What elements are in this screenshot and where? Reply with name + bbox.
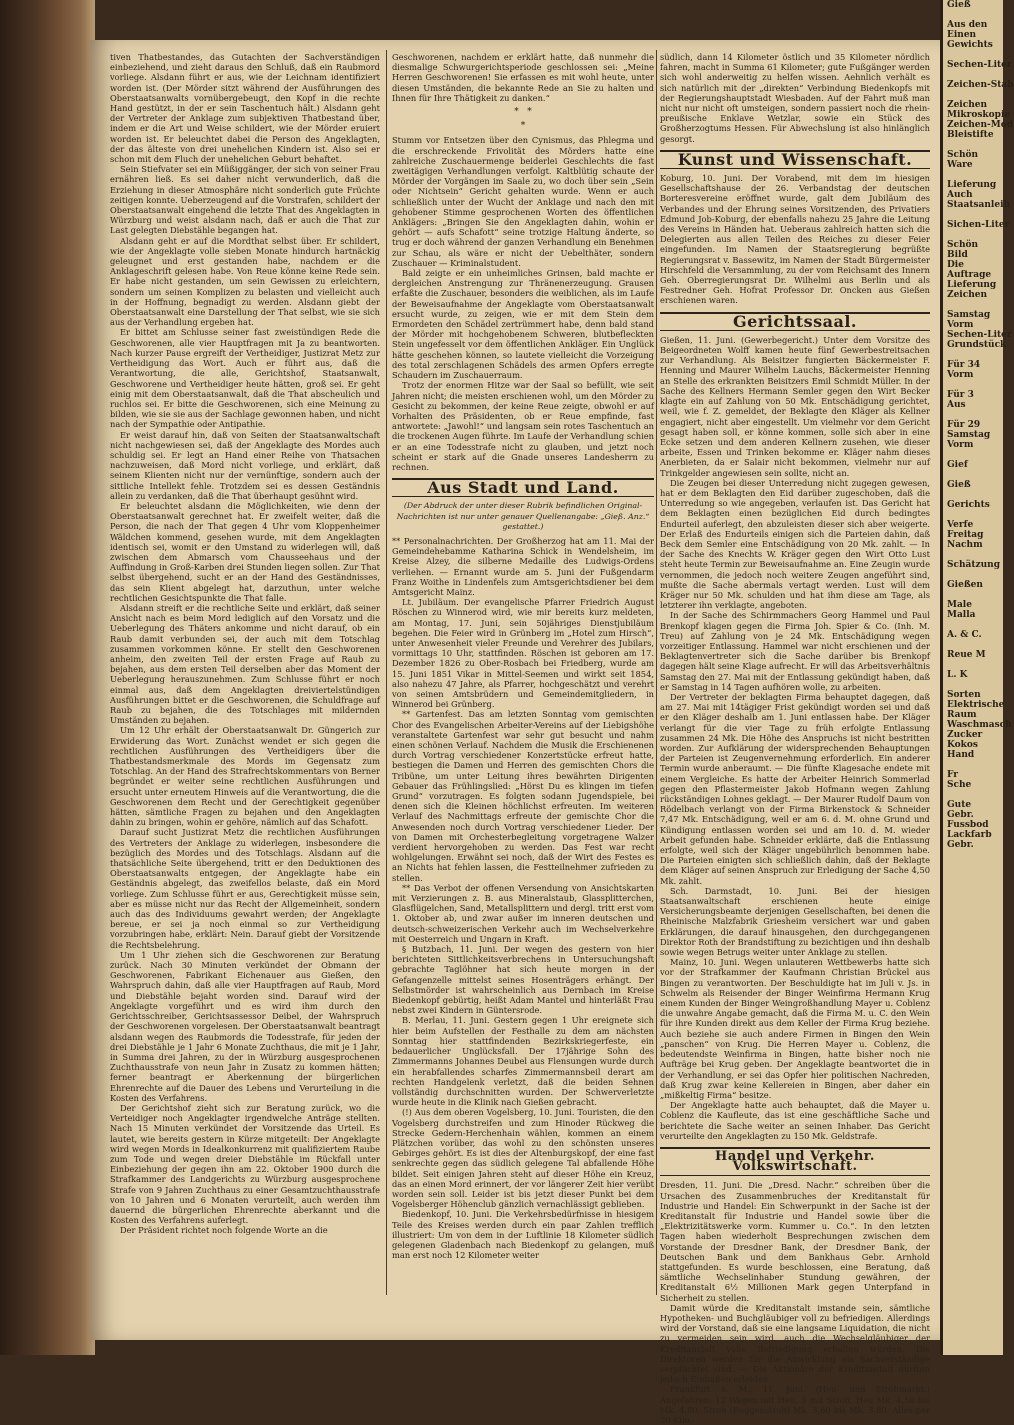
adjacent-page-text [943, 790, 1003, 800]
article-paragraph: Die Zeugen bei dieser Unterredung nicht zugegen gewesen, hat er dem Beklagten den Eid darüber zugeschoben, daß die Unterredung so wie angegeben, verlaufen ist. Das Gericht hat dem Beklagten einen bezüglichen Eid durch bedingtes Endurteil auferlegt, den abzuleisten dieser sich aber weigerte. Der Erlaß des Endurteils einigen sich die Parteien dahin, daß Beck dem Semler eine Entschädigung von 20 Mk. zahlt. — In der Sache des Knechts W. Kräger gegen den Wirt Otto Lust steht heute Termin zur Beweisaufnahme an. Eine Zeugin wurde vernommen, die jedoch noch weitere Zeugen angeführt sind, mußte die Sache abermals vertagt werden. Lust will dem Kräger nur 50 Mk. schulden und hat ihm diese am Tage, als letzterer ihn verklagte, angeboten. [660, 477, 930, 611]
adjacent-page-text [943, 490, 1003, 500]
adjacent-page-text: Gießen [947, 580, 983, 590]
adjacent-page-text: Verfe [947, 520, 974, 530]
adjacent-page-text [943, 660, 1003, 670]
article-paragraph: Sein Stiefvater sei ein Müßiggänger, der sich von seiner Frau ernähren ließ. Es sei daher nicht verwunderlich, daß die Erziehung in dieser Atmosphäre nicht sonderlich gute Früchte zeitigen konnte. Ueberzeugend auf die Vorstrafen, schildert der Oberstaatsanwalt eingehend die letzte That des Angeklagten in Würzburg und weist alsdann nach, daß er auch die That zur Last gelegten Diebstähle begangen hat. [110, 164, 380, 236]
adjacent-page-text: A. & C. [947, 630, 982, 640]
article-paragraph: tiven Thatbestandes, das Gutachten der Sachverständigen einbeziehend, und zieht daraus den Schluß, daß ein Raubmord vorliege. Alsdann führt er aus, wie der Leichnam identifiziert worden ist. (Der Mörder sitzt während der Ausführungen des Oberstaatsanwalts vornübergebeugt, den Kopf in die rechte Hand gestützt, in der er sein Taschentuch hält.) Alsdann geht der Vertreter der Anklage zum subjektiven Thatbestand über, indem er die Art und Weise schildert, wie der Mörder eruiert worden ist. Er beleuchtet dabei die Person des Angeklagten, der das älteste von drei unehelichen Kindern ist. Also sei er schon mit dem Fluch der unehelichen Geburt behaftet. [110, 52, 380, 165]
adjacent-page-text: Sichen-Liter [947, 220, 1010, 230]
adjacent-page-text: Auch [947, 190, 973, 200]
adjacent-page-text: Gieß [947, 480, 971, 490]
adjacent-page-text: L. K [947, 670, 968, 680]
adjacent-page-text: Malla [947, 610, 976, 620]
column-1 [110, 52, 380, 1292]
article-paragraph: Er beleuchtet alsdann die Möglichkeiten, wie denn der Oberstaatsanwalt gerechnet hat. Er zweifelt weiter, daß die Person, die nach der That gegen 4 Uhr vom Kloppenheimer Wäldchen kommend, gesehen wurde, mit dem Angeklagten identisch sei, womit er den Umstand zu widerlegen will, daß zwischen dem Abmarsch vom Chausseehaus und der Auffindung in Groß-Karben drei Stunden liegen sollen. Zur That selbst übergehend, sucht er an der Hand des Geständnisses, das sein Klient abgelegt hat, darzuthun, unter welche rechtlichen Gesichtspunkte die That falle. [110, 500, 380, 603]
adjacent-page-text: Vorm [947, 320, 974, 330]
adjacent-page-text: Staatsanleih [947, 200, 1011, 210]
adjacent-page-text: Für 3 [947, 390, 974, 400]
adjacent-page-text [943, 450, 1003, 460]
adjacent-page-text: Lieferung [947, 180, 997, 190]
adjacent-page-text: Freitag [947, 530, 984, 540]
book-binding [0, 0, 95, 1355]
adjacent-page-text: Für 29 [947, 420, 981, 430]
adjacent-page-text [943, 170, 1003, 180]
adjacent-page-text: Gief [947, 460, 968, 470]
section-title-kunst-und-wissenschaft: Kunst und Wissenschaft. [660, 150, 930, 169]
adjacent-page-text: Lackfarb [947, 830, 992, 840]
article-paragraph: Bald zeigte er ein unheimliches Grinsen, bald machte er dergleichen Anstrengung zur Thränenerzeugung. Grausen erfaßte die Zuschauer, besonders die weiblichen, als im Laufe der Beweisaufnahme der Angeklagte vom Oberstaatsanwalt ersucht wurde, zu zeigen, wie er mit dem Stein dem Ermordeten den Schädel zertrümmert habe, denn bald stand der Mörder mit hochgehobenem Schweren, blutbefleckten Stein ungefesselt vor dem öffentlichen Ankläger. Ein Unglück hätte geschehen können, so lautete vielleicht die Vorzeigung des total zerschlagenen Schädels des armen Opfers erregte Schaudern im Zuschauerraum. [392, 268, 654, 381]
adjacent-page-text: Gebr. [947, 840, 974, 850]
article-paragraph: Damit würde die Kreditanstalt imstande sein, sämtliche Hypotheken- und Buchgläubiger voll zu befriedigen. Allerdings wird der Vorstand, daß sie eine langsame Liquidation, die nicht zu vermeiden sein wird, auch die Wechselgläubiger der Kreditanstalt volle Befriedigung erhalten würden. Die Direktoren werden für die Abwicklung als Sachverständige verpflichtet sind. — Die Aktionäre der Kreditanstalt dürften jedoch Einbußen erleiden. [660, 1302, 930, 1385]
adjacent-page-text: Fr [947, 770, 958, 780]
adjacent-page-text: Zeichen-Mod [947, 120, 1014, 130]
article-paragraph: ** Das Verbot der offenen Versendung von Ansichtskarten mit Verzierungen z. B. aus Mineralstaub, Glassplitterchen, Glasflügelchen, Sand, Metallsplittern und dergl. tritt erst vom 1. Oktober ab, und zwar außer im inneren deutschen und deutsch-schweizerischen Verkehr auch im Wechselverkehre mit Oesterreich und Ungarn in Kraft. [392, 882, 654, 944]
article-paragraph: Geschworenen, nachdem er erklärt hatte, daß nunmehr die diesmalige Schwurgerichtsperiode geschlossen sei: „Meine Herren Geschworenen! Sie erfassen es mit wohl heute, unter diesen Umständen, die bekannte Rede an Sie zu halten und Ihnen für Ihre Thätigkeit zu danken.“ [392, 52, 654, 103]
adjacent-page-text [943, 230, 1003, 240]
adjacent-page-text: Gebr. [947, 810, 974, 820]
article-paragraph: Der Präsident richtet noch folgende Worte an die [120, 1225, 328, 1236]
adjacent-page-text: Einen [947, 30, 977, 40]
article-paragraph: Der Gerichtshof zieht sich zur Beratung zurück, wo die Verteidiger noch Angeklagter irgendwelche Anträge stellten. Nach 15 Minuten verkündet der Vorsitzende das Urteil. Es lautet, wie bereits gestern in Kürze mitgeteilt: Der Angeklagte wird wegen Mords in Idealkonkurrenz mit qualifiziertem Raube zum Tode und wegen dreier Diebstähle im Rückfall unter Einbeziehung der gegen ihn am 22. Oktober 1900 durch die Strafkammer des Landgerichts zu Würzburg ausgesprochene Strafe von 9 Jahren Zuchthaus zu einer Gesamtzuchthausstrafe von 10 Jahren und 6 Monaten verurteilt, auch werden ihm dauernd die bürgerlichen Ehrenrechte aberkannt und die Kosten des Verfahrens auferlegt. [110, 1102, 380, 1226]
adjacent-page-text: Zeichen-Stab [947, 80, 1014, 90]
adjacent-page-text: Mikroskopie [947, 110, 1011, 120]
adjacent-page-text: Ware [947, 160, 973, 170]
article-paragraph: Der Angeklagte hatte auch behauptet, daß die Mayer u. Coblenz die Kaufleute, das ist eine geschäftliche Sache und berichtete die Sache weiter an seinen Inhaber. Das Gericht verurteilte den Angeklagten zu 150 Mk. Geldstrafe. [660, 1100, 930, 1141]
article-paragraph: Lt. Jubiläum. Der evangelische Pfarrer Friedrich August Röschen zu Winnerod wird, wie mir bereits kurz meldeten, am Montag, 17. Juni, sein 50jähriges Dienstjubiläum begehen. Die Feier wird in Grünberg im „Hotel zum Hirsch“, unter Anwesenheit vieler Freunde und Verehrer des Jubilars, vormittags 10 Uhr, stattfinden. Röschen ist geboren am 17. Dezember 1826 zu Ober-Rosbach bei Friedberg, wurde am 15. Juni 1851 Vikar in Mittel-Seemen und wirkt seit 1854, also nahezu 47 Jahre, als Pfarrer, hochgeschätzt und verehrt von seinen Amtsbrüdern und Gemeindemitgliedern, in Winnerod bei Grünberg. [392, 597, 654, 710]
adjacent-page-text [943, 140, 1003, 150]
section-title-handel-und-verkehr: Handel und Verkehr. Volkswirtschaft. [660, 1147, 930, 1176]
adjacent-page-text: Hand [947, 750, 975, 760]
adjacent-page-text: Gewichts [947, 40, 993, 50]
article-paragraph: Trotz der enormen Hitze war der Saal so befüllt, wie seit Jahren nicht; die meisten erschienen wohl, um den Mörder zu Gesicht zu bekommen, der keine Reue zeigte, obwohl er auf Vorhalten des Präsidenten, ob er Reue empfinde, fast antwortete: „Jawohl!“ und langsam sein rotes Taschentuch an die trockenen Augen führte. Im Laufe der Verhandlung schien er an eine Todesstrafe nicht zu glauben, und jetzt noch scheint er stark auf die Gnade unseres Landesherrn zu rechnen. [392, 380, 654, 472]
article-paragraph: Alsdann streift er die rechtliche Seite und erklärt, daß seiner Ansicht nach es beim Mord lediglich auf den Vorsatz und die Ueberlegung des Thäters ankomme und nicht darauf, ob ein Raub damit verbunden sei, der auch mit dem Totschlag zusammen vorkommen könne. Er stellt den Geschworenen anheim, den zweiten Teil der ersten Frage auf Raub zu bejahen, aus dem ersten Teil derselben aber das Moment der Ueberlegung herauszunehmen. Zum Schlusse führt er noch einmal aus, daß dem Angeklagten dreiviertelstündigen Ausführungen bittet er die Geschworenen, die Schuldfrage auf Raub zu bejahen, die des Totschlages mit mildernden Umständen zu bejahen. [110, 602, 380, 726]
adjacent-page-text [943, 300, 1003, 310]
section-title-gerichtssaal: Gerichtssaal. [660, 312, 930, 331]
adjacent-page-text: Sechen-Liter [947, 60, 1012, 70]
adjacent-page-text: Auftrage [947, 270, 992, 280]
adjacent-page-text [943, 380, 1003, 390]
adjacent-page-text: Die [947, 260, 964, 270]
adjacent-page-text: Sechen-Liter [947, 330, 1012, 340]
adjacent-page-text [943, 510, 1003, 520]
article-paragraph: Um 12 Uhr erhält der Oberstaatsanwalt Dr. Güngerich zur Erwiderung das Wort. Zunächst wendet er sich gegen die rechtlichen Ausführungen des Vertheidigers über die Thatbestandsmerkmale des Mords im Gegensatz zum Totschlag. An der Hand des Strafrechtskommentars von Berner begründet er weiter seine rechtlichen Ausführungen und ersucht unter erneutem Hinweis auf die Verantwortung, die die Geschworenen dem Recht und der Gerechtigkeit gegenüber hätten, sämtliche Fragen zu bejahen und den Angeklagten dahin zu bringen, wohin er gehöre, nämlich auf das Schafott. [110, 725, 380, 828]
article-paragraph: Er weist darauf hin, daß von Seiten der Staatsanwaltschaft nicht nachgewiesen sei, daß der Angeklagte des Mordes auch schuldig sei. Er legt an Hand einer Reihe von Thatsachen nachzuweisen, daß Mord nicht vorliege, und erklärt, daß seinem Klienten nicht nur der vernünftige, sondern auch der sittliche Intellekt fehle. Trotzdem sei es dessen Geständnis allein zu verdanken, daß die That überhaupt gesühnt wird. [110, 429, 380, 501]
adjacent-page-text: Schön [947, 150, 979, 160]
adjacent-page-text: Reue M [947, 650, 986, 660]
article-paragraph: Um 1 Uhr ziehen sich die Geschworenen zur Beratung zurück. Nach 30 Minuten verkündet der Obmann der Geschworenen, Fabrikant Eichenauer aus Gießen, den Wahrspruch dahin, daß alle vier Hauptfragen auf Raub, Mord und Diebstähle bejaht worden sind. Darauf wird der Angeklagte vorgeführt und es wird ihm durch den Gerichtsschreiber, Gerichtsassessor Deibel, der Wahrspruch der Geschworenen vorgelesen. Der Oberstaatsanwalt beantragt alsdann wegen des Raubmords die Todesstrafe, für jeden der drei Diebstähle je 1 Jahr 6 Monate Zuchthaus, die mit je 1 Jahr, in Summa drei Jahren, zu der in Würzburg ausgesprochenen Zuchthausstrafe von neun Jahr in Zusatz zu kommen hätten; ferner beantragt er Aberkennung der bürgerlichen Ehrenrechte auf die Dauer des Lebens und Verurteilung in die Kosten des Verfahrens. [110, 949, 380, 1103]
column-2 [392, 52, 654, 1292]
adjacent-page-text [943, 90, 1003, 100]
adjacent-page-text: Zeichen [947, 290, 988, 300]
adjacent-page-text: Vorm [947, 440, 974, 450]
adjacent-page-text [943, 50, 1003, 60]
column-3 [660, 52, 930, 1425]
adjacent-page-text: Schön [947, 240, 979, 250]
separator-mark: * [520, 121, 526, 132]
article-paragraph: § Butzbach, 11. Juni. Der wegen des gestern von hier berichteten Sittlichkeitsverbrechens in Untersuchungshaft gebrachte Taglöhner hat sich heute morgen in der Gefangenzelle mittelst seines Hosenträgers erhängt. Der Selbstmörder ist wahrscheinlich aus Dernbach im Kreise Biedenkopf gebürtig, heißt Adam Mantel und hinterläßt Frau nebst zwei Kindern in Güntersrode. [392, 944, 654, 1016]
article-paragraph: Sch. Darmstadt, 10. Juni. Bei der hiesigen Staatsanwaltschaft erschienen heute einige Versicherungsbeamte derjenigen Gesellschaften, bei denen die Rheinische Malzfabrik Griesheim versichert war und gaben Erklärungen, die darauf hinausgehen, den durchgegangenen Direktor Roth der Brandstiftung zu bezichtigen und ihn deshalb sowie wegen Betrugs weiter unter Anklage zu stellen. [660, 885, 930, 958]
article-paragraph: Der Vertreter der beklagten Firma behauptet dagegen, daß am 27. Mai mit 14tägiger Frist gekündigt worden sei und daß er den Kläger deshalb am 1. Juni entlassen habe. Der Kläger verlangt für die vier Tage zu früh erfolgte Entlassung zusammen 24 Mk. Die Höhe des Anspruchs ist nicht bestritten worden. Zur Aufklärung der widersprechenden Behauptungen der Parteien ist Zeugenvernehmung erforderlich. Ein anderer Termin wurde anberaumt. — Die fünfte Klagesache endete mit einem Vergleiche. Es hatte der Arbeiter Heinrich Sommerlad gegen den Pflastermeister Jakob Hofmann wegen Zahlung rückständigen Lohnes geklagt. — Der Maurer Rudolf Daum von Rödelbach verlangt von der Firma Birkenstock & Schneider 7,47 Mk. Entschädigung, weil er am 6. d. M. ohne Grund und Kündigung entlassen worden sei und am 10. d. M. wieder Arbeit gefunden habe. Schneider erklärte, daß die Entlassung erfolgte, weil sich der Kläger ungebührlich benommen habe. Die Parteien einigten sich schließlich dahin, daß der Beklagte dem Kläger auf seinen Anspruch zur Erledigung der Sache 4,50 Mk. zahlt. [660, 691, 930, 886]
adjacent-page-text: Gute [947, 800, 972, 810]
adjacent-page-text [943, 760, 1003, 770]
adjacent-page-text: Waschmasch [947, 720, 1012, 730]
adjacent-page-text: Für 34 [947, 360, 981, 370]
adjacent-page-text: Aus [947, 400, 966, 410]
adjacent-page-text [943, 550, 1003, 560]
section-title-aus-stadt-und-land: Aus Stadt und Land. [392, 478, 654, 497]
adjacent-page-text: Raum [947, 710, 977, 720]
adjacent-page-text: Grundstück [947, 340, 1007, 350]
adjacent-page-text: Samstag [947, 310, 991, 320]
article-paragraph: B. Merlau, 11. Juni. Gestern gegen 1 Uhr ereignete sich hier beim Aufstellen der Festhalle zu dem am nächsten Sonntag hier stattfindenden Bezirkskriegerfeste, ein bedauerlicher Unglücksfall. Der 17jährige Sohn des Zimmermanns Johannes Deubel aus Flensungen wurde durch ein herabfallendes scharfes Zimmermannsbeil derart am rechten Handgelenk verletzt, daß die beiden Sehnen vollständig durchschnitten wurden. Der Schwerverletzte wurde heute in die Klinik nach Gießen gebracht. [392, 1015, 654, 1108]
adjacent-page-text: Sorten [947, 690, 981, 700]
adjacent-page-text: Nachm [947, 540, 983, 550]
adjacent-page-text [943, 680, 1003, 690]
article-paragraph: ** Gartenfest. Das am letzten Sonntag vom gemischten Chor des Evangelischen Arbeiter-Vereins auf der Liebigshöhe veranstaltete Gartenfest war sehr gut besucht und nahm einen schönen Verlauf. Nachdem die Musik die Erschienenen durch Vortrag verschiedener Konzertstücke erfreut hatte, bestiegen die Damen und Herren des gemischten Chors die Tribüne, um unter Leitung ihres bewährten Dirigenten Gebauer das Frühlingslied: „Hörst Du es klingen im tiefen Grund“ vorzutragen. Es folgten sodann Jugendspiele, bei denen sich die Kleinen höchlichst erfreuten. Im weiteren Verlauf des Nachmittags erfreute der gemischte Chor die Anwesenden noch durch Vortrag verschiedener Lieder. Der von Damen mit Orchesterbegleitung vorgetragene Walzer verdient hervorgehoben zu werden. Das Fest war recht wohlgelungen. Erwähnt sei noch, daß der Wirt des Festes es an Nichts hat fehlen lassen, die Festteilnehmer zufrieden zu stellen. [392, 709, 654, 883]
article-paragraph: Gießen, 11. Juni. (Gewerbegericht.) Unter dem Vorsitze des Beigeordneten Wolff kamen heute fünf Gewerbestreitsachen zur Verhandlung. Als Beisitzer fungierten Bäckermeister F. Henning und Maurer Wilhelm Lauchs, Bäckermeister Henning an Stelle des erkrankten Beisitzers Emil Schmidt Müller. In der Sache des Kellners Hermann Semler gegen den Wirt Becker klagte ein auf Zahlung von 50 Mk. Entschädigung gerichtet, weil, wie f. Z. gemeldet, der Beklagte den Kläger als Kellner engagiert, nicht aber eingestellt. Um vielmehr vor dem Gericht gesagt haben soll, er könne kommen, solle sich aber in eine Ecke setzen und dem anderen Kellnern zusehen, wie dieser arbeite, Essen und Trinken bekomme er. Kläger nahm dieses Anerbieten, da er Salair nicht bekommen, vielmehr nur auf Trinkgelder angewiesen sein sollte, nicht an. [660, 334, 930, 478]
adjacent-page-text: Gerichts [947, 500, 990, 510]
adjacent-page-text [943, 620, 1003, 630]
article-paragraph: südlich, dann 14 Kilometer östlich und 35 Kilometer nördlich fahren, macht in Summa 61 Kilometer; gute Fußgänger werden sich wohl anderweitig zu helfen wissen. Aehnlich verhält es sich natürlich mit der „direkten“ Verbindung Biedenkopfs mit der Regierungshauptstadt Wiesbaden. Auf der Fahrt muß man nicht nur nicht oft umsteigen, sondern passiert noch die rhein-preußische Enklave Wetzlar, sowie ein Stück des Großherzogtums Hessen. Für Abwechslung ist also hinlänglich gesorgt. [660, 52, 930, 144]
adjacent-page-text [943, 470, 1003, 480]
adjacent-page-text [943, 410, 1003, 420]
adjacent-page-text: Kokos [947, 740, 978, 750]
article-paragraph: (!) Aus dem oberen Vogelsberg, 10. Juni. Touristen, die den Vogelsberg durchstreifen und zum Hinoder Rückweg die Strecke Gedern-Herchenhain wählen, kommen an einem Plätzchen vorüber, das wohl zu den schönsten unseres Gebirges gehört. Es ist dies der Altenburgskopf, der eine fast senkrechte gegen das südlich gelegene Tal abfallende Höhe bildet. Seit einigen Jahren steht auf dieser Höhe ein Kreuz, das an einen Mord erinnert, der vor längerer Zeit hier verübt worden sein soll. Leider ist bis jetzt dieser Punkt bei dem Vogelsberger Höhenclub gänzlich vernachlässigt geblieben. [392, 1107, 654, 1210]
article-paragraph: Dresden, 11. Juni. Die „Dresd. Nachr.“ schreiben über die Ursachen des Zusammenbruches der Kreditanstalt für Industrie und Handel: Ein Schwerpunkt in der Sache ist der Kreditanstalt für Industrie und Handel sowie über die „Elektrizitätswerke vorm. Kummer u. Co.“. In den letzten Tagen haben wiederholt Besprechungen zwischen dem Vorstande der Dresdner Bank, der Dresdner Bank, der Deutschen Bank und dem Bankhaus Gebr. Arnhold stattgefunden. Es wurde beschlossen, eine Beratung, daß sämtliche Wechselinhaber Stundung gewähren, der Kreditanstalt 6½ Millionen Mark gegen Unterpfand in Sicherheit zu stellen. [660, 1180, 930, 1303]
adjacent-page-text: Aus den [947, 20, 988, 30]
adjacent-page-text: Lieferung [947, 280, 997, 290]
adjacent-page-text: Bleistifte [947, 130, 994, 140]
adjacent-page-text [943, 70, 1003, 80]
article-paragraph: Stumm vor Entsetzen über den Cynismus, das Phlegma und die erschreckende Frivolität des Mörders hatte eine zahlreiche Zuschauermenge beiderlei Geschlechts die fast zweitägigen Verhandlungen verfolgt. Kaltblütig schaute der Mörder der Vorgängen im Saale zu, wo doch über sein „Sein oder Nichtsein“ Gericht gehalten wurde. Wenn er auch schließlich unter der Wucht der Anklage und nach den mit gehobener Stimme gesprochenen Worten des öffentlichen Anklägers: „Bringen Sie den Angeklagten dahin, wohin er gehört — aufs Schafott“ seine trotzige Haltung änderte, so trug er doch während der ganzen Verhandlung ein Benehmen zur Schau, als wäre er nicht der Uebelthäter, sondern Zuschauer — Kriminalstudent. [392, 135, 654, 268]
article-paragraph: Er bittet am Schlusse seiner fast zweistündigen Rede die Geschworenen, alle vier Hauptfragen mit Ja zu beantworten. Nach kurzer Pause ergreift der Vertheidiger, Justizrat Metz zur Vertheidigung das Wort. Auch er führt aus, daß die Verantwortung, die alle, Gerichtshof, Staatsanwalt, Geschworene und Vertheidiger heute hätten, groß sei. Er geht einig mit dem Oberstaatsanwalt, daß die That abscheulich und ruchlos sei. Er bitte die Geschworenen, sich eine Meinung zu bilden, wie sie sie aus der Sachlage gewonnen haben, und nicht nach der Sympathie oder Antipathie. [110, 327, 380, 430]
adjacent-page-text: Sche [947, 780, 972, 790]
adjacent-page-text: Vorm [947, 370, 974, 380]
adjacent-page-text: Fussbod [947, 820, 989, 830]
separator-mark: * * [514, 107, 532, 118]
article-paragraph: ** Personalnachrichten. Der Großherzog hat am 11. Mai der Gemeindehebamme Katharina Schick in Wendelsheim, im Kreise Alzey, die silberne Medaille des Ludwigs-Ordens verliehen. — Ernannt wurde am 5. Juni der Fußgendarm Franz Woithe in Lindenfels zum Amtsgerichtsdiener bei dem Amtsgericht Mainz. [392, 535, 654, 597]
adjacent-page-text [943, 10, 1003, 20]
adjacent-page-text: Zeichen [947, 100, 988, 110]
adjacent-page-text [943, 350, 1003, 360]
adjacent-page-text: Male [947, 600, 972, 610]
adjacent-page-text: Elektrische [947, 700, 1005, 710]
adjacent-page-fragment [940, 0, 1014, 1355]
article-paragraph: Biedenkopf, 10. Juni. Die Verkehrsbedürfnisse in hiesigem Teile des Kreises werden durch ein paar Zahlen trefflich illustriert: Um von dem in der Luftlinie 18 Kilometer südlich gelegenen Gladenbach nach Biedenkopf zu gelangen, muß man erst noch 12 Kilometer weiter [392, 1209, 654, 1261]
adjacent-page-text [943, 590, 1003, 600]
column-divider [386, 50, 387, 1295]
article-paragraph: Alsdann geht er auf die Mordthat selbst über. Er schildert, wie der Angeklagte volle sieben Monate hindurch hartnäckig geleugnet und erst gestanden habe, nachdem er die Anklageschrift gelesen habe. Von Reue könne keine Rede sein. Er habe nicht gestanden, um sein Gewissen zu erleichtern, sondern um seinen Komplizen zu belasten und vielleicht auch in der Hoffnung, begnadigt zu werden. Alsdann giebt der Oberstaatsanwalt eine Darstellung der That selbst, wie sie sich aus der Verhandlung ergeben hat. [110, 235, 380, 328]
article-paragraph: Darauf sucht Justizrat Metz die rechtlichen Ausführungen des Vertreters der Anklage zu widerlegen, insbesondere die bezüglich des Mordes und des Totschlags. Alsdann auf die thatsächliche Seite übergehend, tritt er den Deduktionen des Oberstaatsanwalts entgegen, der Angeklagte habe ein Geständnis abgelegt, das zweifellos belaste, daß ein Mord vorliege. Zum Schlusse führt er aus, Gerechtigkeit müsse sein, aber es müsse nicht nur das Recht der Allgemeinheit, sondern auch das des Individuums gewahrt werden; der Angeklagte bereue, er sei ja noch einmal so zur Vertheidigung vorzubringen habe, erklärt: Nein. Darauf giebt der Vorsitzende die Rechtsbelehrung. [110, 827, 380, 950]
article-paragraph: Koburg, 10. Juni. Der Vorabend, mit dem im hiesigen Gesellschaftshause der 26. Verbandstag der deutschen Borteresvereine eröffnet wurde, galt dem Jubiläum des Verbandes und der Ehrung seines Vorsitzenden, des Privatiers Edmund Job-Koburg, der ebenfalls nahezu 25 Jahre die Leitung des Vereins in Händen hat. Ueberaus zahlreich hatten sich die Delegierten aus allen Teilen des Reiches zu dieser Feier eingefunden. Im Namen der Staatsregierung begrüßte Regierungsrat v. Bassewitz, im Namen der Stadt Bürgermeister Hirschfeld die Versammlung, zu der vom Reichsamt des Innern Geh. Oberregierungsrat Dr. Wilhelmi aus Berlin und als Festredner Geh. Hofrat Professor Dr. Oncken aus Gießen erschienen waren. [660, 173, 930, 306]
adjacent-page-text: Zucker [947, 730, 983, 740]
adjacent-page-text [943, 210, 1003, 220]
adjacent-page-text: Samstag [947, 430, 991, 440]
adjacent-page-text: Gieß [947, 0, 971, 10]
article-paragraph: Mainz, 10. Juni. Wegen unlauteren Wettbewerbs hatte sich vor der Strafkammer der Kaufmann Christian Brückel aus Bingen zu verantworten. Der Beschuldigte hat im Juli v. Js. in Schwelm als Reisender der Binger Weinfirma Hermann Krug einem Kunden der Binger Weingroßhandlung Mayer u. Coblenz die unwahre Angabe gemacht, daß die Firma M. u. C. den Wein für ihre Kunden direkt aus dem Keller der Firma Krug beziehe. Auch beziehe sie auch andere Firmen in Bingen den Wein „panschen“ von Krug. Die Herren Mayer u. Coblenz, die bedeutendste Weinfirma in Bingen, hatte bisher noch nie Aufträge bei Krug geben. Der Angeklagte beantwortet die in der Verhandlung, er sei das Opfer hier politischen Nachreden, daß Krug zwar keine Kellereien in Bingen, aber daher ein „mißkeltig Firma“ besitze. [660, 957, 930, 1100]
reprint-note: (Der Abdruck der unter dieser Rubrik befindlichen Original-Nachrichten ist nur unter genauer Quellenangabe: „Gieß. Anz.“ gestattet.) [396, 501, 650, 531]
adjacent-page-text: Bild [947, 250, 968, 260]
adjacent-page-text [943, 570, 1003, 580]
article-paragraph: Frankfurt a. M., 11. Juni. (Heu- und Strohmarkt.) Angefahren: 12 Wagen mit Heu, 3 mit Stroh. Heu Mk. 4.50 bis Mk. 4.80, Stroh (Roggenstroh) Mk. 3.60 bis Mk. 3.80. Alles per 50 Kilo. [660, 1384, 930, 1425]
adjacent-page-text: Schätzung [947, 560, 1001, 570]
column-divider [656, 50, 657, 1295]
article-paragraph: In der Sache des Schirmmachers Georg Hammel und Paul Brenkopf klagen gegen die Firma Joh. Spier & Co. (Inh. M. Treu) auf Zahlung von je 24 Mk. Entschädigung wegen vorzeitiger Entlassung. Hammel war nicht erschienen und der Beklagtenvertreter sich die Sache darüber bis Brenkopf dagegen hält seine Klage aufrecht. Er will das Arbeitsverhältnis Samstag den 27. Mai mit der Entlassung gekündigt haben, daß er Samstag in 14 Tagen aufhören wolle, zu arbeiten. [660, 610, 930, 692]
adjacent-page-text [943, 640, 1003, 650]
